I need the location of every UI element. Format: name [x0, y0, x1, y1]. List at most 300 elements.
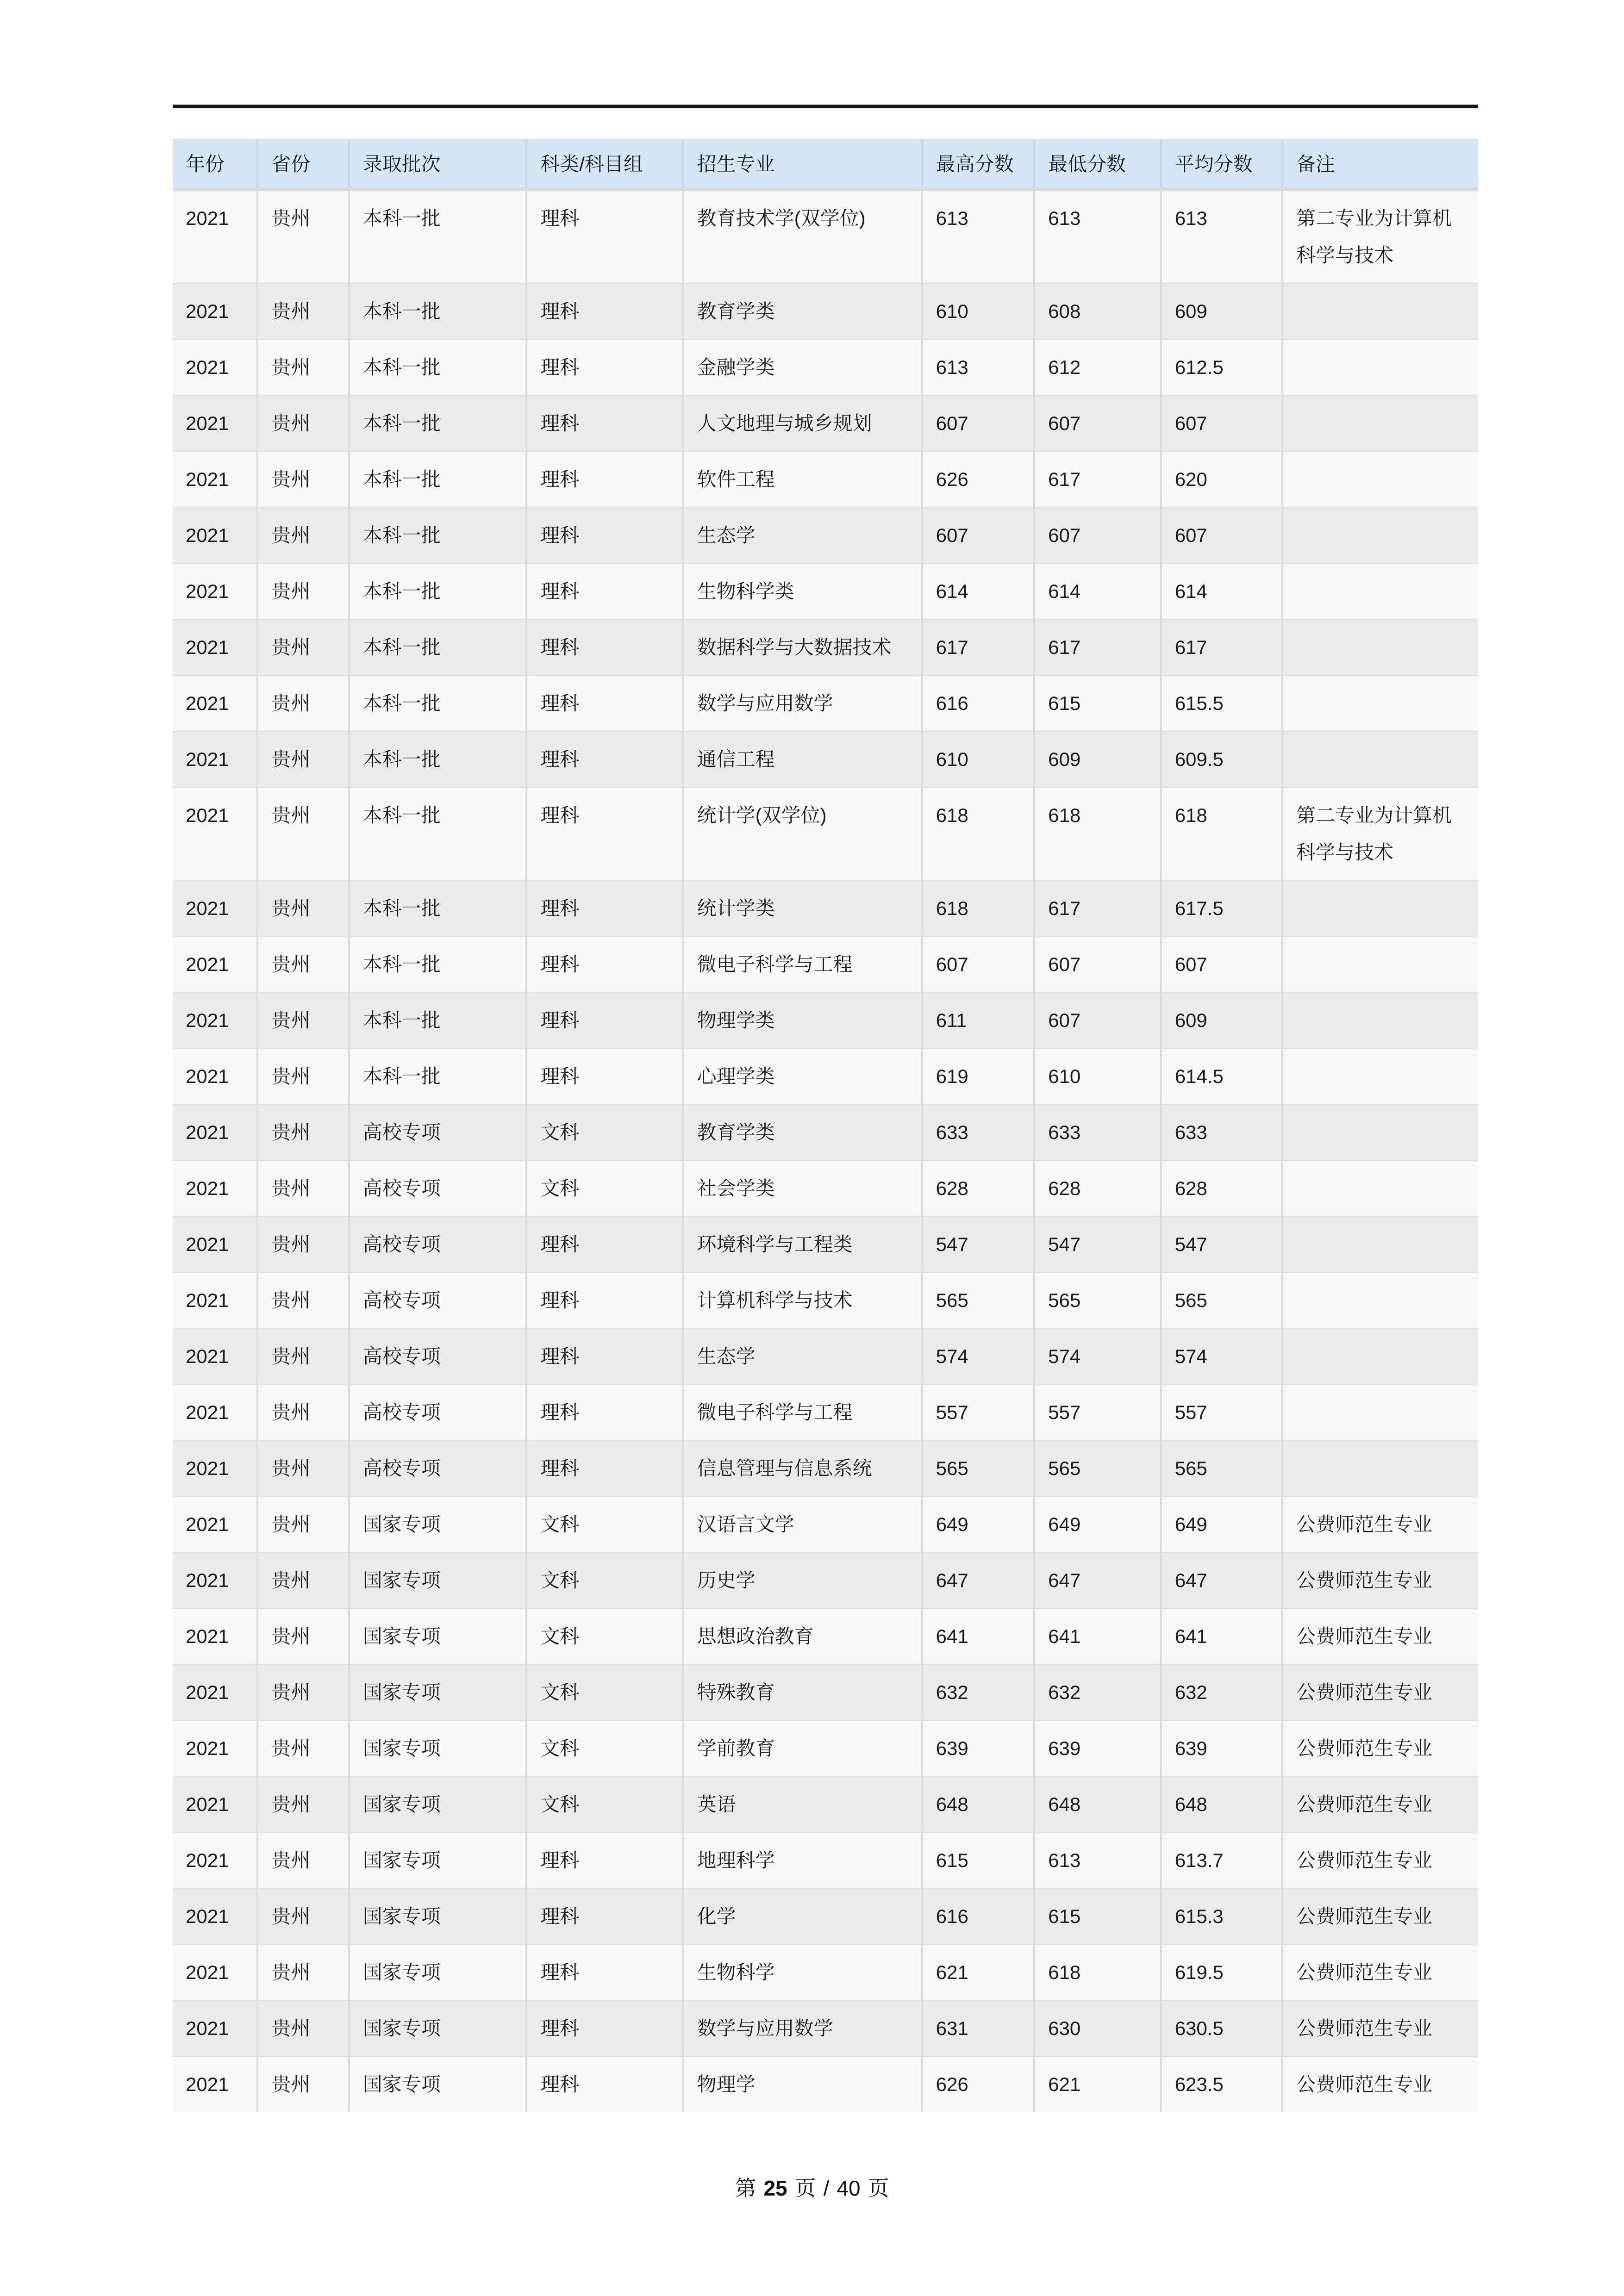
- cell-year: 2021: [173, 937, 257, 993]
- cell-max-score: 621: [922, 1945, 1035, 2001]
- cell-major: 人文地理与城乡规划: [683, 396, 922, 452]
- cell-avg-score: 607: [1161, 396, 1282, 452]
- cell-year: 2021: [173, 1441, 257, 1497]
- cell-subject-group: 文科: [526, 1553, 683, 1609]
- cell-province: 贵州: [257, 1889, 349, 1945]
- cell-year: 2021: [173, 1721, 257, 1777]
- table-row: [173, 1497, 1478, 1553]
- cell-subject-group: 理科: [526, 993, 683, 1049]
- cell-major: 社会学类: [683, 1161, 922, 1217]
- cell-max-score: 633: [922, 1105, 1035, 1161]
- cell-max-score: 626: [922, 452, 1035, 508]
- cell-min-score: 613: [1034, 189, 1161, 284]
- column-header-remark: 备注: [1282, 139, 1478, 189]
- table-row: [173, 676, 1478, 732]
- cell-major: 化学: [683, 1889, 922, 1945]
- table-row: [173, 1777, 1478, 1833]
- cell-year: 2021: [173, 788, 257, 881]
- cell-year: 2021: [173, 1665, 257, 1721]
- cell-avg-score: 641: [1161, 1609, 1282, 1665]
- cell-max-score: 647: [922, 1553, 1035, 1609]
- cell-subject-group: 理科: [526, 284, 683, 340]
- cell-remark: [1282, 396, 1478, 452]
- cell-avg-score: 647: [1161, 1553, 1282, 1609]
- cell-province: 贵州: [257, 1329, 349, 1385]
- cell-province: 贵州: [257, 1665, 349, 1721]
- cell-batch: 本科一批: [349, 620, 527, 676]
- footer-unit-1: 页: [794, 2177, 816, 2200]
- cell-subject-group: 理科: [526, 1049, 683, 1105]
- top-horizontal-rule: [173, 105, 1478, 108]
- cell-avg-score: 612.5: [1161, 340, 1282, 396]
- cell-min-score: 615: [1034, 1889, 1161, 1945]
- cell-min-score: 621: [1034, 2057, 1161, 2112]
- cell-major: 历史学: [683, 1553, 922, 1609]
- cell-min-score: 610: [1034, 1049, 1161, 1105]
- cell-min-score: 628: [1034, 1161, 1161, 1217]
- cell-year: 2021: [173, 881, 257, 937]
- cell-province: 贵州: [257, 937, 349, 993]
- cell-major: 通信工程: [683, 732, 922, 788]
- cell-batch: 国家专项: [349, 1497, 527, 1553]
- page-number-footer: [0, 2172, 1624, 2202]
- cell-year: 2021: [173, 1945, 257, 2001]
- cell-subject-group: 理科: [526, 732, 683, 788]
- cell-avg-score: 547: [1161, 1217, 1282, 1273]
- cell-max-score: 565: [922, 1441, 1035, 1497]
- cell-year: 2021: [173, 1833, 257, 1889]
- cell-remark: 公费师范生专业: [1282, 1609, 1478, 1665]
- cell-remark: 公费师范生专业: [1282, 1945, 1478, 2001]
- cell-avg-score: 609: [1161, 284, 1282, 340]
- cell-avg-score: 619.5: [1161, 1945, 1282, 2001]
- cell-province: 贵州: [257, 564, 349, 620]
- table-row: [173, 993, 1478, 1049]
- cell-remark: 公费师范生专业: [1282, 1833, 1478, 1889]
- column-header-avg-score: 平均分数: [1161, 139, 1282, 189]
- cell-max-score: 607: [922, 508, 1035, 564]
- cell-province: 贵州: [257, 1833, 349, 1889]
- cell-province: 贵州: [257, 2001, 349, 2057]
- footer-unit-2: 页: [868, 2177, 889, 2200]
- cell-subject-group: 理科: [526, 620, 683, 676]
- cell-subject-group: 文科: [526, 1665, 683, 1721]
- cell-province: 贵州: [257, 1105, 349, 1161]
- cell-batch: 本科一批: [349, 564, 527, 620]
- cell-batch: 高校专项: [349, 1161, 527, 1217]
- cell-batch: 本科一批: [349, 189, 527, 284]
- cell-remark: [1282, 1273, 1478, 1329]
- table-row: [173, 1105, 1478, 1161]
- cell-max-score: 614: [922, 564, 1035, 620]
- cell-major: 环境科学与工程类: [683, 1217, 922, 1273]
- cell-batch: 本科一批: [349, 993, 527, 1049]
- cell-province: 贵州: [257, 1553, 349, 1609]
- cell-province: 贵州: [257, 508, 349, 564]
- cell-max-score: 610: [922, 284, 1035, 340]
- cell-remark: [1282, 993, 1478, 1049]
- cell-subject-group: 理科: [526, 2001, 683, 2057]
- table-row: [173, 881, 1478, 937]
- cell-major: 微电子科学与工程: [683, 937, 922, 993]
- cell-batch: 本科一批: [349, 396, 527, 452]
- table-row: [173, 788, 1478, 881]
- cell-major: 数学与应用数学: [683, 2001, 922, 2057]
- cell-year: 2021: [173, 1889, 257, 1945]
- cell-subject-group: 文科: [526, 1609, 683, 1665]
- cell-avg-score: 639: [1161, 1721, 1282, 1777]
- table-row: [173, 2057, 1478, 2112]
- cell-max-score: 607: [922, 396, 1035, 452]
- cell-province: 贵州: [257, 1273, 349, 1329]
- cell-max-score: 639: [922, 1721, 1035, 1777]
- cell-year: 2021: [173, 1553, 257, 1609]
- cell-year: 2021: [173, 1385, 257, 1441]
- cell-batch: 国家专项: [349, 1889, 527, 1945]
- column-header-batch: 录取批次: [349, 139, 527, 189]
- cell-year: 2021: [173, 2057, 257, 2112]
- table-row: [173, 732, 1478, 788]
- cell-avg-score: 613: [1161, 189, 1282, 284]
- cell-subject-group: 理科: [526, 881, 683, 937]
- cell-year: 2021: [173, 452, 257, 508]
- cell-subject-group: 理科: [526, 2057, 683, 2112]
- cell-min-score: 618: [1034, 1945, 1161, 2001]
- cell-subject-group: 理科: [526, 340, 683, 396]
- cell-batch: 本科一批: [349, 788, 527, 881]
- cell-subject-group: 文科: [526, 1721, 683, 1777]
- cell-avg-score: 614: [1161, 564, 1282, 620]
- cell-batch: 本科一批: [349, 732, 527, 788]
- cell-subject-group: 理科: [526, 1273, 683, 1329]
- cell-subject-group: 文科: [526, 1497, 683, 1553]
- cell-batch: 国家专项: [349, 1777, 527, 1833]
- cell-year: 2021: [173, 2001, 257, 2057]
- cell-major: 信息管理与信息系统: [683, 1441, 922, 1497]
- cell-major: 数据科学与大数据技术: [683, 620, 922, 676]
- cell-subject-group: 理科: [526, 1945, 683, 2001]
- header-row: [173, 139, 1478, 189]
- table-row: [173, 508, 1478, 564]
- cell-batch: 高校专项: [349, 1105, 527, 1161]
- cell-remark: 公费师范生专业: [1282, 1889, 1478, 1945]
- cell-subject-group: 理科: [526, 676, 683, 732]
- cell-remark: 第二专业为计算机科学与技术: [1282, 189, 1478, 284]
- cell-major: 教育学类: [683, 284, 922, 340]
- cell-min-score: 633: [1034, 1105, 1161, 1161]
- cell-batch: 高校专项: [349, 1385, 527, 1441]
- cell-remark: 公费师范生专业: [1282, 1665, 1478, 1721]
- cell-max-score: 613: [922, 340, 1035, 396]
- cell-min-score: 612: [1034, 340, 1161, 396]
- table-row: [173, 937, 1478, 993]
- cell-batch: 国家专项: [349, 1553, 527, 1609]
- cell-avg-score: 620: [1161, 452, 1282, 508]
- cell-batch: 国家专项: [349, 2057, 527, 2112]
- cell-max-score: 617: [922, 620, 1035, 676]
- cell-remark: 第二专业为计算机科学与技术: [1282, 788, 1478, 881]
- cell-batch: 国家专项: [349, 1721, 527, 1777]
- cell-avg-score: 623.5: [1161, 2057, 1282, 2112]
- cell-remark: [1282, 1385, 1478, 1441]
- cell-avg-score: 649: [1161, 1497, 1282, 1553]
- cell-batch: 国家专项: [349, 1609, 527, 1665]
- cell-avg-score: 617: [1161, 620, 1282, 676]
- cell-remark: 公费师范生专业: [1282, 1553, 1478, 1609]
- cell-major: 计算机科学与技术: [683, 1273, 922, 1329]
- cell-avg-score: 565: [1161, 1273, 1282, 1329]
- cell-min-score: 617: [1034, 452, 1161, 508]
- cell-min-score: 639: [1034, 1721, 1161, 1777]
- cell-avg-score: 628: [1161, 1161, 1282, 1217]
- cell-subject-group: 理科: [526, 1441, 683, 1497]
- cell-subject-group: 理科: [526, 452, 683, 508]
- cell-avg-score: 557: [1161, 1385, 1282, 1441]
- cell-batch: 本科一批: [349, 284, 527, 340]
- cell-remark: 公费师范生专业: [1282, 2057, 1478, 2112]
- cell-province: 贵州: [257, 1441, 349, 1497]
- cell-major: 教育学类: [683, 1105, 922, 1161]
- cell-subject-group: 理科: [526, 1889, 683, 1945]
- cell-major: 思想政治教育: [683, 1609, 922, 1665]
- cell-remark: [1282, 508, 1478, 564]
- cell-avg-score: 618: [1161, 788, 1282, 881]
- table-row: [173, 564, 1478, 620]
- cell-batch: 高校专项: [349, 1441, 527, 1497]
- cell-subject-group: 理科: [526, 1329, 683, 1385]
- cell-major: 物理学类: [683, 993, 922, 1049]
- cell-remark: 公费师范生专业: [1282, 1497, 1478, 1553]
- cell-year: 2021: [173, 564, 257, 620]
- cell-min-score: 607: [1034, 508, 1161, 564]
- cell-avg-score: 632: [1161, 1665, 1282, 1721]
- table-row: [173, 1553, 1478, 1609]
- cell-province: 贵州: [257, 1049, 349, 1105]
- cell-subject-group: 理科: [526, 396, 683, 452]
- column-header-min-score: 最低分数: [1034, 139, 1161, 189]
- column-header-year: 年份: [173, 139, 257, 189]
- table-row: [173, 1161, 1478, 1217]
- cell-subject-group: 理科: [526, 937, 683, 993]
- cell-remark: [1282, 1329, 1478, 1385]
- table-row: [173, 1665, 1478, 1721]
- cell-min-score: 547: [1034, 1217, 1161, 1273]
- cell-min-score: 557: [1034, 1385, 1161, 1441]
- table-row: [173, 620, 1478, 676]
- cell-major: 物理学: [683, 2057, 922, 2112]
- cell-province: 贵州: [257, 284, 349, 340]
- cell-batch: 高校专项: [349, 1273, 527, 1329]
- cell-min-score: 565: [1034, 1273, 1161, 1329]
- cell-major: 特殊教育: [683, 1665, 922, 1721]
- cell-batch: 本科一批: [349, 881, 527, 937]
- table-row: [173, 1945, 1478, 2001]
- cell-remark: [1282, 1161, 1478, 1217]
- table-row: [173, 1273, 1478, 1329]
- cell-major: 教育技术学(双学位): [683, 189, 922, 284]
- cell-max-score: 626: [922, 2057, 1035, 2112]
- cell-province: 贵州: [257, 881, 349, 937]
- cell-year: 2021: [173, 1329, 257, 1385]
- cell-subject-group: 文科: [526, 1777, 683, 1833]
- cell-avg-score: 613.7: [1161, 1833, 1282, 1889]
- table-row: [173, 189, 1478, 284]
- cell-year: 2021: [173, 189, 257, 284]
- cell-province: 贵州: [257, 993, 349, 1049]
- cell-province: 贵州: [257, 452, 349, 508]
- cell-max-score: 632: [922, 1665, 1035, 1721]
- table-row: [173, 452, 1478, 508]
- cell-year: 2021: [173, 676, 257, 732]
- cell-major: 生物科学类: [683, 564, 922, 620]
- table-row: [173, 1609, 1478, 1665]
- cell-avg-score: 617.5: [1161, 881, 1282, 937]
- footer-current-page: 25: [763, 2176, 787, 2200]
- cell-batch: 本科一批: [349, 937, 527, 993]
- cell-max-score: 611: [922, 993, 1035, 1049]
- cell-avg-score: 633: [1161, 1105, 1282, 1161]
- cell-major: 微电子科学与工程: [683, 1385, 922, 1441]
- table-row: [173, 1329, 1478, 1385]
- cell-province: 贵州: [257, 1217, 349, 1273]
- cell-max-score: 641: [922, 1609, 1035, 1665]
- cell-min-score: 618: [1034, 788, 1161, 881]
- cell-min-score: 647: [1034, 1553, 1161, 1609]
- cell-min-score: 615: [1034, 676, 1161, 732]
- cell-avg-score: 565: [1161, 1441, 1282, 1497]
- cell-max-score: 615: [922, 1833, 1035, 1889]
- cell-avg-score: 609.5: [1161, 732, 1282, 788]
- cell-min-score: 614: [1034, 564, 1161, 620]
- cell-year: 2021: [173, 1777, 257, 1833]
- cell-major: 统计学(双学位): [683, 788, 922, 881]
- cell-avg-score: 614.5: [1161, 1049, 1282, 1105]
- cell-avg-score: 648: [1161, 1777, 1282, 1833]
- cell-max-score: 557: [922, 1385, 1035, 1441]
- cell-remark: 公费师范生专业: [1282, 1777, 1478, 1833]
- cell-min-score: 649: [1034, 1497, 1161, 1553]
- cell-year: 2021: [173, 1609, 257, 1665]
- table-row: [173, 1721, 1478, 1777]
- cell-avg-score: 609: [1161, 993, 1282, 1049]
- cell-year: 2021: [173, 508, 257, 564]
- cell-remark: [1282, 1105, 1478, 1161]
- cell-province: 贵州: [257, 396, 349, 452]
- cell-max-score: 619: [922, 1049, 1035, 1105]
- cell-min-score: 617: [1034, 881, 1161, 937]
- cell-avg-score: 615.3: [1161, 1889, 1282, 1945]
- cell-max-score: 628: [922, 1161, 1035, 1217]
- table-row: [173, 1833, 1478, 1889]
- cell-min-score: 565: [1034, 1441, 1161, 1497]
- cell-remark: [1282, 284, 1478, 340]
- cell-remark: [1282, 564, 1478, 620]
- cell-major: 心理学类: [683, 1049, 922, 1105]
- cell-min-score: 609: [1034, 732, 1161, 788]
- cell-batch: 本科一批: [349, 508, 527, 564]
- cell-province: 贵州: [257, 1497, 349, 1553]
- table-row: [173, 340, 1478, 396]
- cell-province: 贵州: [257, 1385, 349, 1441]
- cell-subject-group: 理科: [526, 788, 683, 881]
- cell-min-score: 607: [1034, 396, 1161, 452]
- cell-avg-score: 607: [1161, 937, 1282, 993]
- cell-major: 生态学: [683, 508, 922, 564]
- cell-batch: 本科一批: [349, 1049, 527, 1105]
- cell-min-score: 608: [1034, 284, 1161, 340]
- cell-remark: [1282, 340, 1478, 396]
- cell-max-score: 547: [922, 1217, 1035, 1273]
- cell-batch: 本科一批: [349, 340, 527, 396]
- cell-remark: [1282, 1049, 1478, 1105]
- cell-max-score: 574: [922, 1329, 1035, 1385]
- cell-major: 地理科学: [683, 1833, 922, 1889]
- cell-major: 金融学类: [683, 340, 922, 396]
- cell-province: 贵州: [257, 1721, 349, 1777]
- cell-batch: 国家专项: [349, 1945, 527, 2001]
- cell-min-score: 607: [1034, 937, 1161, 993]
- column-header-subject-group: 科类/科目组: [526, 139, 683, 189]
- cell-remark: [1282, 937, 1478, 993]
- column-header-major: 招生专业: [683, 139, 922, 189]
- table-row: [173, 1385, 1478, 1441]
- cell-province: 贵州: [257, 1161, 349, 1217]
- cell-year: 2021: [173, 993, 257, 1049]
- cell-year: 2021: [173, 1105, 257, 1161]
- cell-min-score: 574: [1034, 1329, 1161, 1385]
- cell-year: 2021: [173, 732, 257, 788]
- cell-max-score: 649: [922, 1497, 1035, 1553]
- table-row: [173, 1217, 1478, 1273]
- cell-max-score: 618: [922, 788, 1035, 881]
- cell-year: 2021: [173, 1049, 257, 1105]
- cell-min-score: 613: [1034, 1833, 1161, 1889]
- cell-major: 统计学类: [683, 881, 922, 937]
- cell-max-score: 565: [922, 1273, 1035, 1329]
- column-header-max-score: 最高分数: [922, 139, 1035, 189]
- cell-subject-group: 文科: [526, 1161, 683, 1217]
- cell-max-score: 618: [922, 881, 1035, 937]
- cell-batch: 本科一批: [349, 452, 527, 508]
- table-header: [173, 139, 1478, 189]
- table-body: [173, 189, 1478, 2112]
- cell-province: 贵州: [257, 788, 349, 881]
- cell-province: 贵州: [257, 676, 349, 732]
- cell-province: 贵州: [257, 1777, 349, 1833]
- cell-avg-score: 574: [1161, 1329, 1282, 1385]
- cell-batch: 国家专项: [349, 1833, 527, 1889]
- cell-remark: [1282, 452, 1478, 508]
- cell-batch: 国家专项: [349, 1665, 527, 1721]
- cell-remark: 公费师范生专业: [1282, 1721, 1478, 1777]
- cell-province: 贵州: [257, 732, 349, 788]
- cell-remark: [1282, 676, 1478, 732]
- cell-avg-score: 630.5: [1161, 2001, 1282, 2057]
- cell-batch: 高校专项: [349, 1217, 527, 1273]
- cell-year: 2021: [173, 396, 257, 452]
- cell-min-score: 641: [1034, 1609, 1161, 1665]
- cell-year: 2021: [173, 1217, 257, 1273]
- cell-max-score: 607: [922, 937, 1035, 993]
- column-header-province: 省份: [257, 139, 349, 189]
- table-row: [173, 396, 1478, 452]
- cell-batch: 国家专项: [349, 2001, 527, 2057]
- cell-major: 学前教育: [683, 1721, 922, 1777]
- cell-min-score: 632: [1034, 1665, 1161, 1721]
- cell-major: 数学与应用数学: [683, 676, 922, 732]
- cell-remark: [1282, 881, 1478, 937]
- cell-subject-group: 理科: [526, 1833, 683, 1889]
